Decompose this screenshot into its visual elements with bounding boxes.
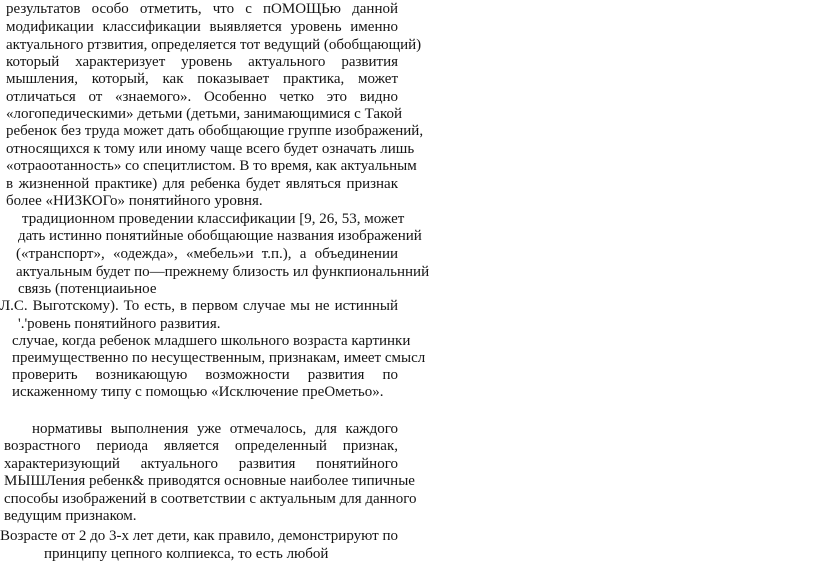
- text-line: «логопедическими» детьми (детьми, занимающимися с Такой: [6, 106, 403, 122]
- text-line: относящихся к тому или иному чаще всего будет означать лишь: [6, 141, 415, 157]
- text-line: дать истинно понятийные обобщающие названия изображений: [18, 228, 422, 244]
- text-line: ведущим признаком.: [4, 508, 137, 524]
- text-line: преимущественно по несущественным, признакам, имеет смысл: [12, 350, 426, 366]
- text-line: мышления, который, как показывает практика, может: [6, 71, 398, 87]
- text-line: ребенок без труда может дать обобщающие группе изображений,: [6, 123, 424, 139]
- text-line: традиционном проведении классификации [9, 26, 53, может: [22, 211, 405, 227]
- text-line: связь (потенциаиьное: [18, 281, 157, 297]
- text-line: актуальным будет по—прежнему близость ил функпиональнний: [16, 264, 430, 280]
- text-line: характеризующий актуального развития понятийного: [4, 456, 398, 472]
- text-line: актуального ртзвития, определяется тот ведущий (обобщающий): [6, 37, 422, 53]
- text-line: МЫШЛения ребенк& приводятся основные наиболее типичные: [4, 473, 415, 489]
- text-line: Л.С. Выготскому). То есть, в первом случае мы не истинный: [0, 298, 398, 314]
- text-line: нормативы выполнения уже отмечалось, для каждого: [32, 421, 398, 437]
- text-line: «отраоотанность» со специтлистом. В то время, как актуальным: [6, 158, 417, 174]
- text-line: который характеризует уровень актуального развития: [6, 54, 398, 70]
- text-line: случае, когда ребенок младшего школьного возраста картинки: [12, 333, 411, 349]
- text-line: искаженному типу с помощью «Исключение преОметьо».: [12, 384, 384, 400]
- text-line: возрастного периода является определенный признак,: [4, 438, 398, 454]
- text-line: модификации классификации выявляется уровень именно: [6, 19, 398, 35]
- text-line: отличаться от «знаемого». Особенно четко это видно: [6, 89, 398, 105]
- text-line: («транспорт», «одежда», «мебель»и т.п.), а объединении: [16, 246, 398, 262]
- text-line: более «НИЗКОГо» понятийного уровня.: [6, 193, 263, 209]
- text-line: '.'ровень понятийного развития.: [18, 316, 221, 332]
- text-line: в жизненной практике) для ребенка будет являться признак: [6, 176, 398, 192]
- text-line: способы изображений в соответствии с актуальным для данного: [4, 491, 417, 507]
- text-line: результатов особо отметить, что с пОМОЩЬю данной: [6, 1, 398, 17]
- text-line: проверить возникающую возможности развития по: [12, 367, 398, 383]
- text-line: Возрасте от 2 до 3-х лет дети, как правило, демонстрируют по: [0, 528, 398, 544]
- text-line: принципу цепного колпиекса, то есть любой: [44, 546, 329, 562]
